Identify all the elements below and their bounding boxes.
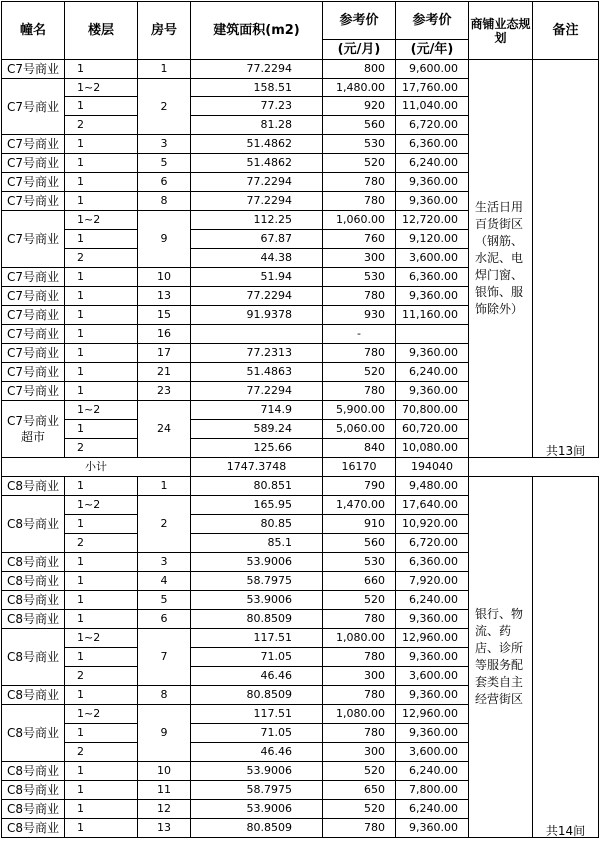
header-area: 建筑面积(m2) <box>191 2 323 60</box>
building-cell: C8号商业 <box>2 553 65 572</box>
month-price-cell: 920 <box>323 97 396 116</box>
year-price-cell: 17,760.00 <box>396 79 469 97</box>
area-cell: 112.25 <box>191 211 323 230</box>
area-cell: 80.85 <box>191 515 323 534</box>
year-price-cell: 7,920.00 <box>396 572 469 591</box>
area-cell: 117.51 <box>191 705 323 724</box>
area-cell: 165.95 <box>191 496 323 515</box>
building-cell: C8号商业 <box>2 781 65 800</box>
room-cell: 1 <box>138 477 191 496</box>
area-cell: 81.28 <box>191 116 323 135</box>
year-price-cell: 9,360.00 <box>396 173 469 192</box>
rental-price-table <box>1 1 599 838</box>
header-business: 商铺业态规划 <box>469 2 533 60</box>
year-price-cell: 6,240.00 <box>396 154 469 173</box>
area-cell: 80.8509 <box>191 610 323 629</box>
year-price-cell: 9,600.00 <box>396 60 469 79</box>
room-cell: 4 <box>138 572 191 591</box>
building-cell: C8号商业 <box>2 629 65 686</box>
month-price-cell: 840 <box>323 439 396 458</box>
month-price-cell: 760 <box>323 230 396 249</box>
room-cell: 2 <box>138 496 191 553</box>
year-price-cell: 6,360.00 <box>396 135 469 154</box>
room-cell: 16 <box>138 325 191 344</box>
floor-cell: 1 <box>65 724 138 743</box>
month-price-cell: 780 <box>323 724 396 743</box>
year-price-cell: 6,240.00 <box>396 363 469 382</box>
area-cell: 51.4863 <box>191 363 323 382</box>
month-price-cell: 1,080.00 <box>323 705 396 724</box>
area-cell: 58.7975 <box>191 781 323 800</box>
building-cell: C8号商业 <box>2 705 65 762</box>
month-price-cell: 910 <box>323 515 396 534</box>
room-cell: 12 <box>138 800 191 819</box>
month-price-cell: 780 <box>323 819 396 838</box>
floor-cell: 1~2 <box>65 496 138 515</box>
room-cell: 13 <box>138 287 191 306</box>
room-cell: 15 <box>138 306 191 325</box>
header-price-month-unit: (元/月) <box>323 40 396 60</box>
building-cell: C8号商业 <box>2 477 65 496</box>
month-price-cell: 780 <box>323 344 396 363</box>
area-cell: 77.2294 <box>191 173 323 192</box>
building-cell: C7号商业 <box>2 382 65 401</box>
floor-cell: 1~2 <box>65 629 138 648</box>
year-price-cell: 10,920.00 <box>396 515 469 534</box>
room-cell: 9 <box>138 705 191 762</box>
header-floor: 楼层 <box>65 2 138 60</box>
building-cell: C7号商业 <box>2 344 65 363</box>
floor-cell: 1 <box>65 325 138 344</box>
building-cell: C7号商业 <box>2 363 65 382</box>
header-price-year: 参考价 <box>396 2 469 40</box>
month-price-cell: 520 <box>323 591 396 610</box>
area-cell: 71.05 <box>191 648 323 667</box>
area-cell: 77.2294 <box>191 287 323 306</box>
header-building: 幢名 <box>2 2 65 60</box>
month-price-cell: 780 <box>323 192 396 211</box>
building-cell: C7号商业 <box>2 79 65 135</box>
room-cell: 24 <box>138 401 191 458</box>
year-price-cell: 10,080.00 <box>396 439 469 458</box>
floor-cell: 2 <box>65 249 138 268</box>
year-price-cell: 6,240.00 <box>396 762 469 781</box>
area-cell: 44.38 <box>191 249 323 268</box>
area-cell: 71.05 <box>191 724 323 743</box>
area-cell: 158.51 <box>191 79 323 97</box>
year-price-cell: 9,120.00 <box>396 230 469 249</box>
area-cell: 77.2294 <box>191 60 323 79</box>
building-cell: C8号商业 <box>2 800 65 819</box>
year-price-cell: 9,360.00 <box>396 344 469 363</box>
remark-cell: 共13间 <box>533 60 599 458</box>
subtotal-row <box>2 458 599 477</box>
room-cell: 6 <box>138 173 191 192</box>
month-price-cell: 300 <box>323 667 396 686</box>
year-price-cell: 12,960.00 <box>396 705 469 724</box>
area-cell: 85.1 <box>191 534 323 553</box>
area-cell: 51.4862 <box>191 135 323 154</box>
month-price-cell: 780 <box>323 382 396 401</box>
room-cell: 5 <box>138 154 191 173</box>
month-price-cell: 300 <box>323 743 396 762</box>
building-cell: C8号商业 <box>2 762 65 781</box>
room-cell: 13 <box>138 819 191 838</box>
room-cell: 5 <box>138 591 191 610</box>
year-price-cell: 9,360.00 <box>396 819 469 838</box>
area-cell: 589.24 <box>191 420 323 439</box>
area-cell: 53.9006 <box>191 553 323 572</box>
business-plan-cell: 生活日用百货街区（钢筋、水泥、电焊门窗、银饰、服饰除外） <box>469 60 533 458</box>
building-cell: C7号商业 <box>2 154 65 173</box>
year-price-cell: 9,360.00 <box>396 648 469 667</box>
floor-cell: 2 <box>65 534 138 553</box>
subtotal-month: 16170 <box>323 458 396 477</box>
building-cell: C8号商业 <box>2 819 65 838</box>
year-price-cell: 3,600.00 <box>396 743 469 762</box>
area-cell: 714.9 <box>191 401 323 420</box>
area-cell: 117.51 <box>191 629 323 648</box>
room-cell: 10 <box>138 268 191 287</box>
month-price-cell: 530 <box>323 135 396 154</box>
remark-cell: 共14间 <box>533 477 599 838</box>
year-price-cell: 9,360.00 <box>396 382 469 401</box>
building-cell: C7号商业 <box>2 268 65 287</box>
floor-cell: 1 <box>65 344 138 363</box>
area-cell: 51.94 <box>191 268 323 287</box>
year-price-cell: 17,640.00 <box>396 496 469 515</box>
building-cell: C8号商业 <box>2 572 65 591</box>
area-cell: 80.851 <box>191 477 323 496</box>
floor-cell: 1 <box>65 60 138 79</box>
area-cell: 51.4862 <box>191 154 323 173</box>
floor-cell: 1 <box>65 819 138 838</box>
building-cell: C7号商业 <box>2 287 65 306</box>
room-cell: 9 <box>138 211 191 268</box>
floor-cell: 1 <box>65 97 138 116</box>
floor-cell: 2 <box>65 667 138 686</box>
year-price-cell: 6,240.00 <box>396 800 469 819</box>
floor-cell: 2 <box>65 116 138 135</box>
month-price-cell: 650 <box>323 781 396 800</box>
year-price-cell: 3,600.00 <box>396 249 469 268</box>
year-price-cell: 6,360.00 <box>396 553 469 572</box>
building-cell: C8号商业 <box>2 610 65 629</box>
area-cell: 80.8509 <box>191 819 323 838</box>
room-cell: 3 <box>138 135 191 154</box>
floor-cell: 1 <box>65 135 138 154</box>
room-cell: 23 <box>138 382 191 401</box>
floor-cell: 1 <box>65 610 138 629</box>
floor-cell: 1 <box>65 781 138 800</box>
floor-cell: 1 <box>65 363 138 382</box>
floor-cell: 1~2 <box>65 705 138 724</box>
year-price-cell: 6,720.00 <box>396 534 469 553</box>
building-cell: C7号商业 <box>2 60 65 79</box>
header-price-year-unit: (元/年) <box>396 40 469 60</box>
floor-cell: 2 <box>65 743 138 762</box>
room-cell: 8 <box>138 686 191 705</box>
building-cell: C7号商业 <box>2 173 65 192</box>
floor-cell: 1 <box>65 173 138 192</box>
month-price-cell: 520 <box>323 800 396 819</box>
building-cell: C8号商业 <box>2 496 65 553</box>
building-cell: C7号商业超市 <box>2 401 65 458</box>
floor-cell: 2 <box>65 439 138 458</box>
month-price-cell: 780 <box>323 648 396 667</box>
building-cell: C7号商业 <box>2 211 65 268</box>
area-cell: 67.87 <box>191 230 323 249</box>
year-price-cell: 60,720.00 <box>396 420 469 439</box>
floor-cell: 1 <box>65 420 138 439</box>
table-row <box>2 477 599 496</box>
subtotal-area: 1747.3748 <box>191 458 323 477</box>
month-price-cell: 780 <box>323 173 396 192</box>
room-cell: 8 <box>138 192 191 211</box>
building-cell: C7号商业 <box>2 325 65 344</box>
year-price-cell: 6,240.00 <box>396 591 469 610</box>
area-cell: 46.46 <box>191 667 323 686</box>
month-price-cell: 780 <box>323 610 396 629</box>
floor-cell: 1~2 <box>65 211 138 230</box>
area-cell: 53.9006 <box>191 591 323 610</box>
month-price-cell: 1,060.00 <box>323 211 396 230</box>
floor-cell: 1 <box>65 192 138 211</box>
header-remark: 备注 <box>533 2 599 60</box>
area-cell: 91.9378 <box>191 306 323 325</box>
floor-cell: 1 <box>65 287 138 306</box>
floor-cell: 1 <box>65 591 138 610</box>
month-price-cell: 800 <box>323 60 396 79</box>
area-cell: 77.2294 <box>191 192 323 211</box>
month-price-cell: 930 <box>323 306 396 325</box>
room-cell: 3 <box>138 553 191 572</box>
month-price-cell: 780 <box>323 287 396 306</box>
month-price-cell: 300 <box>323 249 396 268</box>
month-price-cell: 560 <box>323 116 396 135</box>
room-cell: 21 <box>138 363 191 382</box>
business-plan-cell: 银行、物流、药店、诊所等服务配套类自主经营街区 <box>469 477 533 838</box>
month-price-cell: 790 <box>323 477 396 496</box>
year-price-cell: 9,480.00 <box>396 477 469 496</box>
year-price-cell: 7,800.00 <box>396 781 469 800</box>
floor-cell: 1 <box>65 154 138 173</box>
room-cell: 7 <box>138 629 191 686</box>
area-cell: 58.7975 <box>191 572 323 591</box>
building-cell: C7号商业 <box>2 135 65 154</box>
floor-cell: 1 <box>65 382 138 401</box>
building-cell: C7号商业 <box>2 192 65 211</box>
month-price-cell: 1,470.00 <box>323 496 396 515</box>
year-price-cell: 6,720.00 <box>396 116 469 135</box>
area-cell: 53.9006 <box>191 762 323 781</box>
table-row <box>2 60 599 79</box>
header-price-month: 参考价 <box>323 2 396 40</box>
building-cell: C8号商业 <box>2 591 65 610</box>
area-cell <box>191 325 323 344</box>
year-price-cell: 9,360.00 <box>396 686 469 705</box>
room-cell: 17 <box>138 344 191 363</box>
month-price-cell: 1,080.00 <box>323 629 396 648</box>
subtotal-label: 小计 <box>2 458 191 477</box>
area-cell: 53.9006 <box>191 800 323 819</box>
month-price-cell: 5,900.00 <box>323 401 396 420</box>
room-cell: 1 <box>138 60 191 79</box>
year-price-cell <box>396 325 469 344</box>
year-price-cell: 9,360.00 <box>396 610 469 629</box>
floor-cell: 1 <box>65 648 138 667</box>
month-price-cell: 780 <box>323 686 396 705</box>
room-cell: 2 <box>138 79 191 135</box>
floor-cell: 1 <box>65 553 138 572</box>
floor-cell: 1 <box>65 477 138 496</box>
floor-cell: 1 <box>65 230 138 249</box>
year-price-cell: 9,360.00 <box>396 724 469 743</box>
floor-cell: 1 <box>65 800 138 819</box>
year-price-cell: 6,360.00 <box>396 268 469 287</box>
month-price-cell: 660 <box>323 572 396 591</box>
year-price-cell: 11,160.00 <box>396 306 469 325</box>
month-price-cell: 520 <box>323 154 396 173</box>
floor-cell: 1 <box>65 686 138 705</box>
room-cell: 6 <box>138 610 191 629</box>
month-price-cell: 560 <box>323 534 396 553</box>
floor-cell: 1 <box>65 306 138 325</box>
month-price-cell: 520 <box>323 762 396 781</box>
year-price-cell: 11,040.00 <box>396 97 469 116</box>
building-cell: C8号商业 <box>2 686 65 705</box>
area-cell: 125.66 <box>191 439 323 458</box>
building-cell: C7号商业 <box>2 306 65 325</box>
month-price-cell: 1,480.00 <box>323 79 396 97</box>
area-cell: 77.2313 <box>191 344 323 363</box>
area-cell: 46.46 <box>191 743 323 762</box>
floor-cell: 1 <box>65 572 138 591</box>
year-price-cell: 12,960.00 <box>396 629 469 648</box>
floor-cell: 1 <box>65 268 138 287</box>
floor-cell: 1~2 <box>65 79 138 97</box>
month-price-cell: 530 <box>323 268 396 287</box>
header-room: 房号 <box>138 2 191 60</box>
year-price-cell: 9,360.00 <box>396 287 469 306</box>
month-price-cell: 520 <box>323 363 396 382</box>
area-cell: 80.8509 <box>191 686 323 705</box>
area-cell: 77.2294 <box>191 382 323 401</box>
floor-cell: 1~2 <box>65 401 138 420</box>
room-cell: 11 <box>138 781 191 800</box>
floor-cell: 1 <box>65 515 138 534</box>
area-cell: 77.23 <box>191 97 323 116</box>
room-cell: 10 <box>138 762 191 781</box>
year-price-cell: 3,600.00 <box>396 667 469 686</box>
year-price-cell: 70,800.00 <box>396 401 469 420</box>
floor-cell: 1 <box>65 762 138 781</box>
month-price-cell: 530 <box>323 553 396 572</box>
header-row <box>2 2 599 40</box>
month-price-cell: 5,060.00 <box>323 420 396 439</box>
subtotal-year: 194040 <box>396 458 469 477</box>
month-price-cell: - <box>323 325 396 344</box>
year-price-cell: 9,360.00 <box>396 192 469 211</box>
year-price-cell: 12,720.00 <box>396 211 469 230</box>
